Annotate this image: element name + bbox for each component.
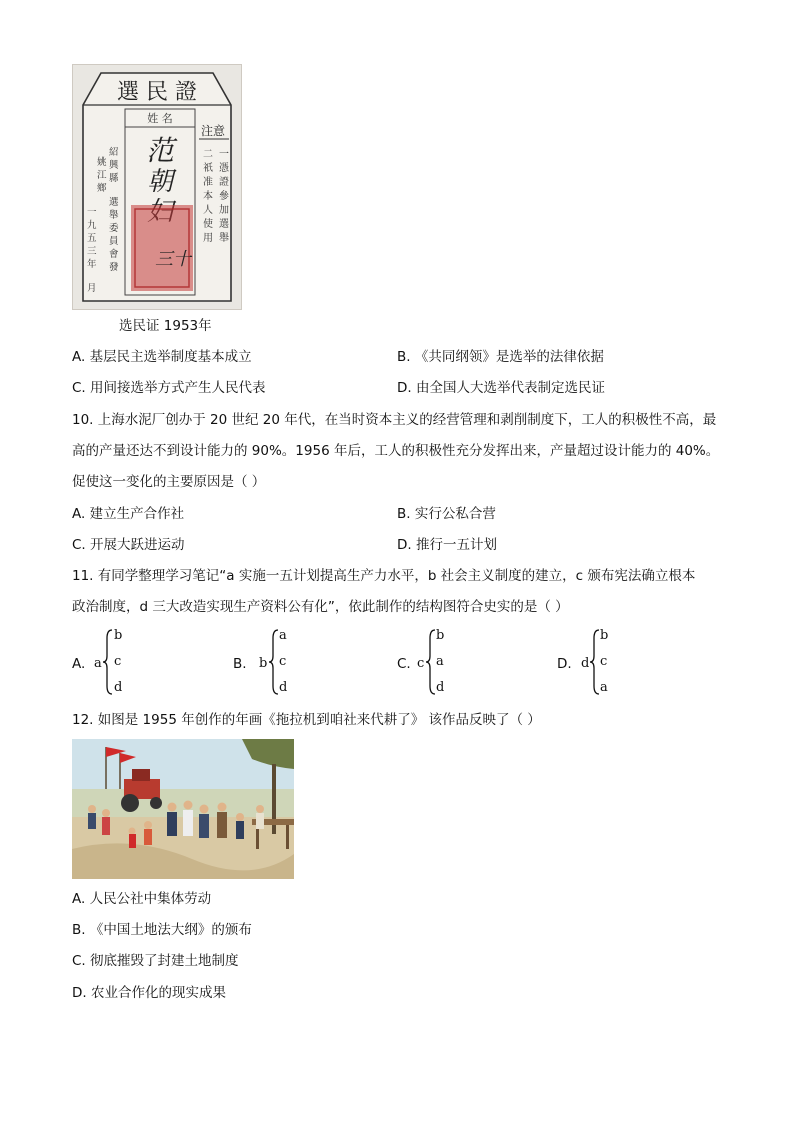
svg-text:選: 選 <box>109 197 119 208</box>
svg-text:委: 委 <box>109 223 119 234</box>
q12-option-d[interactable]: D. 农业合作化的现实成果 <box>72 985 226 1001</box>
top-letter: b <box>114 628 123 643</box>
root-letter: a <box>94 656 102 671</box>
brace-icon <box>269 628 279 696</box>
svg-text:月: 月 <box>87 283 97 294</box>
q9-option-c[interactable]: C. 用间接选举方式产生人民代表 <box>72 380 266 396</box>
svg-text:憑: 憑 <box>219 163 229 174</box>
q10-stem-line1: 10. 上海水泥厂创办于 20 世纪 20 年代，在当时资本主义的经营管理和剥削制度下，工人的积极性不高，最 <box>72 412 717 428</box>
root-letter: d <box>581 656 590 671</box>
q10-option-c[interactable]: C. 开展大跃进运动 <box>72 537 185 553</box>
svg-text:發: 發 <box>109 262 119 273</box>
q9-option-a[interactable]: A. 基层民主选举制度基本成立 <box>72 349 252 365</box>
svg-text:紹: 紹 <box>109 147 119 158</box>
option-label: D. <box>557 656 572 672</box>
root-letter: c <box>417 656 425 671</box>
option-label: A. <box>72 656 86 672</box>
svg-text:五: 五 <box>87 233 97 244</box>
q12-option-c[interactable]: C. 彻底摧毁了封建土地制度 <box>72 953 239 969</box>
q12-stem: 12. 如图是 1955 年创作的年画《拖拉机到咱社来代耕了》 该作品反映了（ ） <box>72 712 541 728</box>
svg-text:加: 加 <box>219 205 229 216</box>
bottom-letter: d <box>436 680 445 695</box>
svg-text:范: 范 <box>145 134 175 167</box>
top-letter: b <box>600 628 609 643</box>
mid-letter: a <box>436 654 444 669</box>
bottom-letter: d <box>114 680 123 695</box>
svg-text:人: 人 <box>203 205 213 216</box>
svg-text:一: 一 <box>87 207 97 218</box>
mid-letter: c <box>114 654 122 669</box>
bottom-letter: d <box>279 680 288 695</box>
svg-text:三十: 三十 <box>155 249 191 270</box>
option-label: B. <box>233 656 247 672</box>
bottom-letter: a <box>600 680 608 695</box>
q11-option-c[interactable] <box>397 628 457 698</box>
q10-option-b[interactable]: B. 实行公私合营 <box>397 506 496 522</box>
svg-text:姓 名: 姓 名 <box>147 112 173 125</box>
svg-text:縣: 縣 <box>109 173 119 184</box>
svg-text:鄉: 鄉 <box>97 183 107 194</box>
svg-text:本: 本 <box>203 191 213 202</box>
brace-icon <box>426 628 436 696</box>
q11-option-b[interactable] <box>233 628 293 698</box>
q12-option-a[interactable]: A. 人民公社中集体劳动 <box>72 891 212 907</box>
q9-option-b[interactable]: B. 《共同纲领》是选举的法律依据 <box>397 349 604 365</box>
svg-text:選: 選 <box>219 219 229 230</box>
mid-letter: c <box>279 654 287 669</box>
svg-text:使: 使 <box>203 219 213 230</box>
svg-text:三: 三 <box>87 246 97 257</box>
option-label: C. <box>397 656 411 672</box>
q11-stem-line1: 11. 有同学整理学习笔记“a 实施一五计划提高生产力水平，b 社会主义制度的建立，c 颁布宪法确立根本 <box>72 568 696 584</box>
voter-card-caption: 选民证 1953年 <box>119 318 212 334</box>
svg-text:選 民 證: 選 民 證 <box>117 80 197 105</box>
svg-text:年: 年 <box>87 259 97 270</box>
svg-text:用: 用 <box>203 233 213 244</box>
svg-text:朝: 朝 <box>146 167 174 197</box>
top-letter: b <box>436 628 445 643</box>
svg-text:證: 證 <box>219 177 229 188</box>
q9-option-d[interactable]: D. 由全国人大选举代表制定选民证 <box>397 380 605 396</box>
svg-text:舉: 舉 <box>219 233 229 244</box>
svg-text:姚: 姚 <box>97 157 107 168</box>
q10-option-a[interactable]: A. 建立生产合作社 <box>72 506 185 522</box>
svg-text:參: 參 <box>219 191 229 202</box>
svg-text:會: 會 <box>109 249 119 260</box>
svg-text:九: 九 <box>87 220 97 231</box>
tractor-painting-image <box>72 739 294 879</box>
brace-icon <box>590 628 600 696</box>
svg-text:二: 二 <box>203 149 213 160</box>
svg-text:江: 江 <box>97 170 107 181</box>
q10-stem-line2: 高的产量还达不到设计能力的 90%。1956 年后，工人的积极性充分发挥出来，产量超过设计能力的 40%。 <box>72 443 720 459</box>
svg-text:舉: 舉 <box>109 210 119 221</box>
q12-option-b[interactable]: B. 《中国土地法大纲》的颁布 <box>72 922 252 938</box>
top-letter: a <box>279 628 287 643</box>
q10-stem-line3: 促使这一变化的主要原因是（ ） <box>72 474 266 490</box>
svg-text:注意: 注意 <box>200 124 226 138</box>
svg-text:祇: 祇 <box>203 163 213 174</box>
root-letter: b <box>259 656 268 671</box>
svg-text:員: 員 <box>109 236 119 247</box>
brace-icon <box>103 628 113 696</box>
svg-text:一: 一 <box>219 149 229 160</box>
q10-option-d[interactable]: D. 推行一五计划 <box>397 537 497 553</box>
q11-option-d[interactable] <box>557 628 617 698</box>
svg-text:興: 興 <box>109 160 119 171</box>
mid-letter: c <box>600 654 608 669</box>
svg-text:准: 准 <box>203 177 213 188</box>
q11-option-a[interactable] <box>72 628 132 698</box>
voter-card-photo <box>72 64 242 310</box>
q11-stem-line2: 政治制度，d 三大改造实现生产资料公有化”，依此制作的结构图符合史实的是（ ） <box>72 599 569 615</box>
